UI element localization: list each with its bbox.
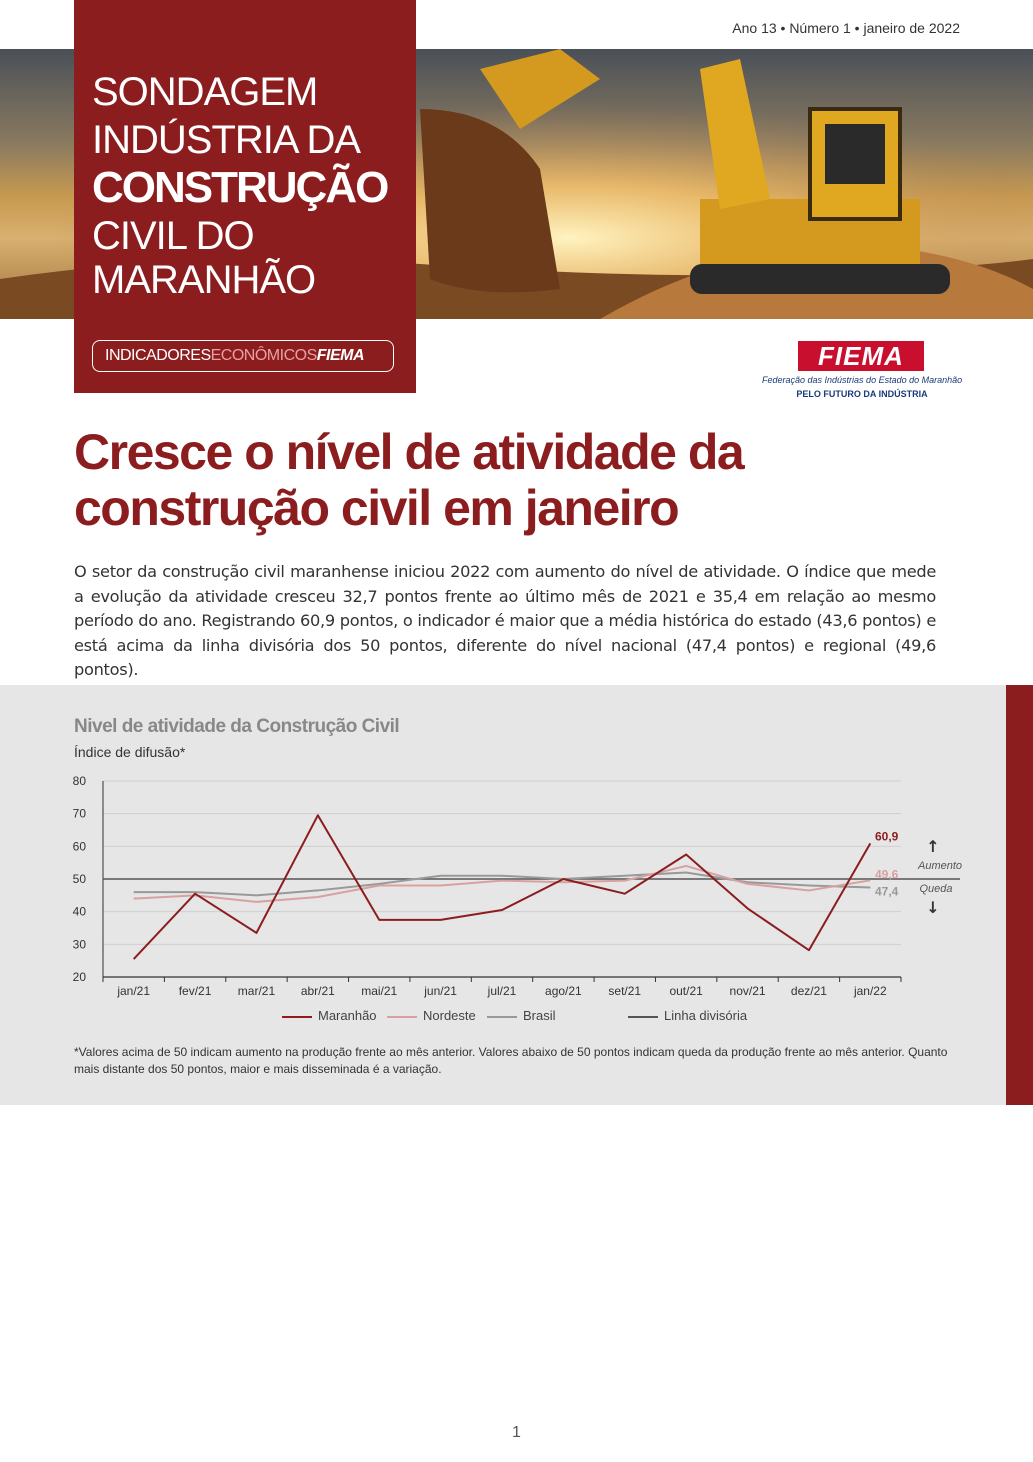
y-tick-label: 40	[72, 904, 86, 919]
legend-item-maranhao	[282, 1008, 377, 1023]
page-number: 1	[512, 1424, 521, 1441]
x-tick-label: jan/22	[853, 984, 887, 998]
legend-item-brasil	[487, 1008, 556, 1023]
title-line-4: CIVIL DO	[92, 214, 254, 258]
end-label-nordeste: 49,6	[875, 867, 899, 882]
x-tick-label: jan/21	[117, 984, 151, 998]
legend-label-brasil: Brasil	[523, 1008, 556, 1023]
title-line-5: MARANHÃO	[92, 258, 316, 302]
arrow-up-icon: ↑	[926, 837, 940, 856]
legend-label-divider: Linha divisória	[664, 1008, 748, 1023]
x-tick-label: set/21	[608, 984, 642, 998]
y-tick-label: 80	[72, 774, 86, 788]
legend-item-divider	[628, 1008, 747, 1023]
annotation-aumento: Aumento	[917, 860, 963, 872]
x-tick-label: mai/21	[361, 984, 398, 998]
legend-swatch-maranhao	[282, 1016, 312, 1018]
chart-legend	[282, 1008, 802, 1026]
pill-part-2: ECONÔMICOS	[210, 347, 317, 364]
y-tick-label: 50	[72, 872, 86, 886]
y-tick-label: 70	[72, 806, 86, 821]
end-label-maranho: 60,9	[875, 829, 899, 844]
fiema-logo-subtitle: Federação das Indústrias do Estado do Maranhão	[762, 375, 963, 385]
series-line-maranho	[134, 815, 871, 959]
series-line-brasil	[134, 872, 871, 895]
legend-swatch-brasil	[487, 1016, 517, 1018]
legend-label-maranhao: Maranhão	[318, 1008, 377, 1023]
legend-item-nordeste	[387, 1008, 476, 1023]
y-tick-label: 60	[72, 839, 86, 854]
title-line-1: SONDAGEM	[92, 70, 318, 114]
legend-swatch-nordeste	[387, 1016, 417, 1018]
y-tick-label: 30	[72, 937, 86, 952]
x-tick-label: fev/21	[178, 984, 212, 998]
arrow-down-icon: ↓	[926, 898, 940, 917]
x-tick-label: jun/21	[424, 984, 457, 998]
x-tick-label: jul/21	[487, 984, 517, 998]
edition-info: Ano 13 • Número 1 • janeiro de 2022	[732, 20, 960, 36]
x-tick-label: dez/21	[790, 984, 827, 998]
legend-label-nordeste: Nordeste	[423, 1008, 476, 1023]
title-line-3: CONSTRUÇÃO	[92, 163, 388, 212]
x-tick-label: abr/21	[300, 984, 335, 998]
article-lead: O setor da construção civil maranhense iniciou 2022 com aumento do nível de atividade. O índice que mede a evolução da atividade cresceu 32,7 pontos frente ao último mês de 2021 e 35,4 em relação ao mesmo período do ano. Registrando 60,9 pontos, o indicador é maior que a média histórica do estado (43,6 pontos) e está acima da linha divisória dos 50 pontos, diferente do nível nacional (47,4 pontos) e regional (49,6 pontos).	[74, 562, 936, 679]
chart-footnote: *Valores acima de 50 indicam aumento na produção frente ao mês anterior. Valores abaixo de 50 pontos indicam queda da produção frente ao mês anterior. Quanto mais distante dos 50 pontos, maior e mais disseminada é a variação.	[74, 1045, 948, 1076]
x-tick-label: out/21	[669, 984, 703, 998]
annotation-queda: Queda	[919, 883, 953, 895]
legend-swatch-divider	[628, 1016, 658, 1018]
pill-part-1: INDICADORES	[105, 347, 211, 364]
x-tick-label: ago/21	[545, 984, 582, 998]
article-headline: Cresce o nível de atividade da construção civil em janeiro	[74, 424, 744, 536]
fiema-logo-motto: PELO FUTURO DA INDÚSTRIA	[796, 389, 928, 399]
pill-part-3: FIEMA	[316, 347, 365, 364]
y-tick-label: 20	[72, 970, 86, 984]
chart-title: Nivel de atividade da Construção Civil	[74, 716, 400, 737]
title-line-2: INDÚSTRIA DA	[92, 118, 361, 162]
x-tick-label: nov/21	[729, 984, 766, 998]
x-tick-label: mar/21	[237, 984, 276, 998]
fiema-logo-mark: FIEMA	[798, 341, 924, 371]
end-label-brasil: 47,4	[875, 884, 899, 899]
chart-subtitle: Índice de difusão*	[74, 744, 186, 760]
